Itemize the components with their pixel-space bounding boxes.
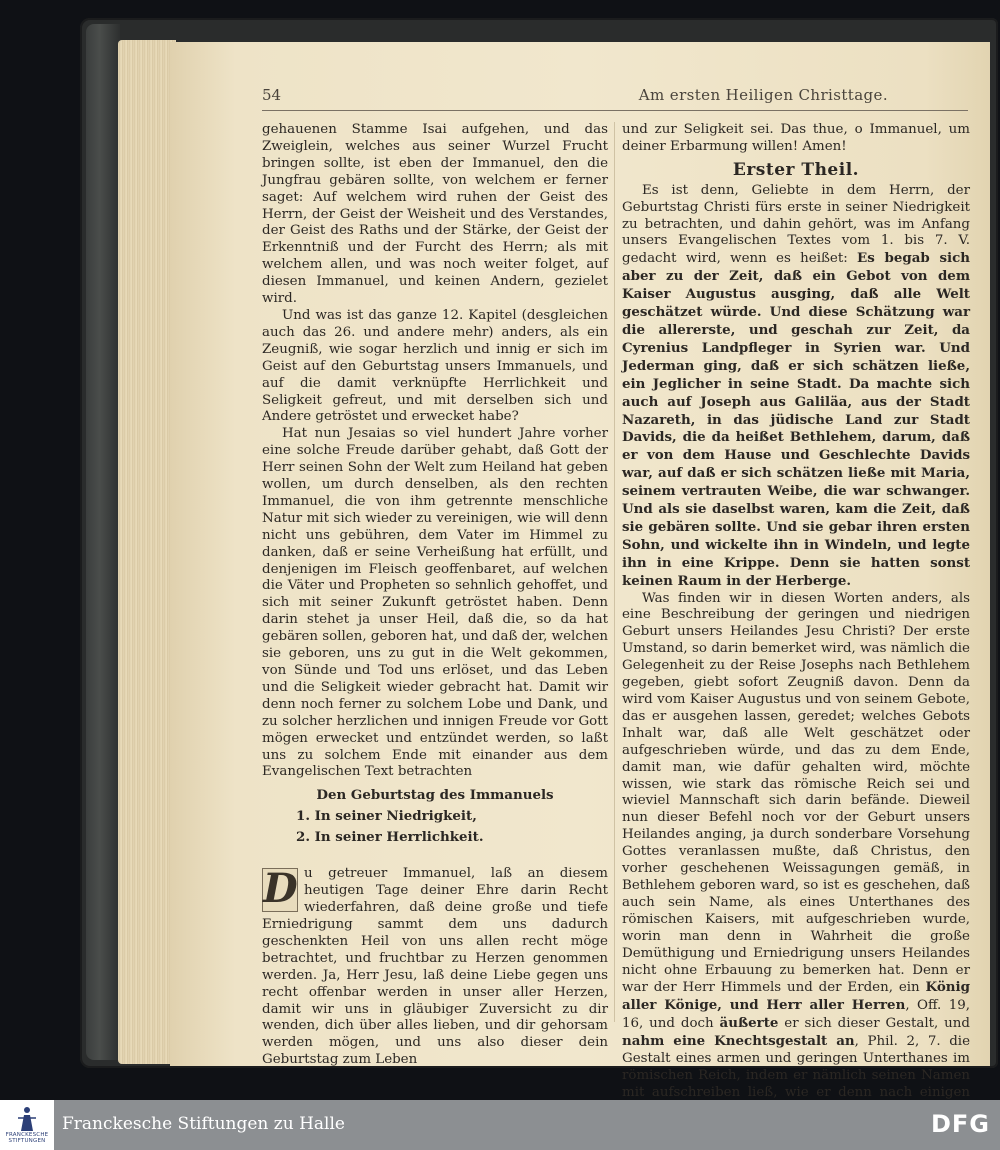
point-item: 1. In seiner Niedrigkeit, (296, 808, 477, 825)
institution-logo[interactable] (0, 1100, 54, 1150)
footer-bar (0, 1100, 1000, 1150)
right-column (622, 122, 970, 1119)
column-divider (614, 122, 615, 1022)
page-number: 54 (262, 86, 282, 104)
logo-caption (0, 1132, 54, 1144)
point-item: 2. In seiner Herrlichkeit. (296, 829, 484, 846)
sermon-theme (262, 787, 608, 804)
text-run: er sich dieser Gestalt, und (778, 1016, 970, 1032)
paragraph: Hat nun Jesaias so viel hundert Jahre vorher eine solche Freude darüber gehabt, daß Gott der Herr seinen Sohn der Welt zum Heiland hat geben wollen, um durch denselben, als den rechten Immanuel, die von ihm getrennte menschliche Natur mit sich wieder zu vereinigen, wie will denn nicht uns gebühren, dem Vater im Himmel zu danken, daß er seine Verheißung hat erfüllt, und denjenigen im Fleisch geoffenbaret, auf welchen die Väter und Propheten so sehnlich gehoffet, und sich mit seiner Zukunft getröstet haben. Denn darin stehet ja unser Heil, daß die, so da hat gebären sollen, geboren hat, und daß der, welchen sie geboren, uns zu gut in die Welt gekommen, von Sünde und Tod uns erlöset, und das Leben und die Seligkeit wieder gebracht hat. Damit wir denn noch ferner zu solchem Lobe und Dank, und zu solcher herzlichen und innigen Freude vor Gott mögen erwecket und entzündet werden, so laßt uns zu solchem Ende mit einander aus dem Evangelischen Text betrachten (262, 426, 608, 780)
logo-line: STIFTUNGEN (8, 1138, 46, 1144)
left-column (262, 122, 608, 1069)
section-heading: Erster Theil. (732, 159, 860, 180)
text-run: , Phil. 2, 7. die Gestalt eines armen und geringen Unterthanes im römischen Reich, indem er nämlich seinen Namen mit aufschreiben ließ, wie er denn nach einigen (622, 1034, 970, 1100)
text-run: , Off. 19, 16, und doch (622, 998, 970, 1032)
scripture-quote: Es begab sich aber zu der Zeit, daß ein Gebot von dem Kaiser Augustus ausging, daß alle Welt geschätzet würde. Und diese Schätzung war die allererste, und geschah zur Zeit, da Cyrenius Landpfleger in Syrien war. Und Jederman ging, daß er sich schätzen ließe, ein Jeglicher in seine Stadt. Da machte sich auch auf Joseph aus Galiläa, aus der Stadt Nazareth, in das jüdische Land zur Stadt Davids, die da heißet Bethlehem, darum, daß er von dem Hause und Geschlechte Davids war, auf daß er sich schätzen ließe mit Maria, seinem vertrauten Weibe, die war schwanger. Und als sie daselbst waren, kam die Zeit, daß sie gebären sollte. Und sie gebar ihren ersten Sohn, und wickelte ihn in Windeln, und legte ihn in eine Krippe. Denn sie hatten sonst keinen Raum in der Herberge. (622, 250, 970, 589)
paragraph: Und was ist das ganze 12. Kapitel (desgleichen auch das 26. und andere mehr) anders, als ein Zeugniß, wie sogar herzlich und innig er sich im Geist auf den Geburtstag unsers Immanuels, und auf die damit verknüpfte Herrlichkeit und Seligkeit gefreut, und mit derselben sich und Andere getröstet und erwecket habe? (262, 307, 608, 425)
institution-name[interactable]: Franckesche Stiftungen zu Halle (62, 1114, 345, 1134)
book-page (170, 42, 990, 1100)
emphasis: äußerte (719, 1015, 779, 1032)
page-stack-edge (118, 40, 176, 1064)
page-header (262, 86, 968, 111)
emphasis: König aller Könige, und Herr aller Herren (622, 979, 970, 1014)
emphasis: nahm eine Knechtsgestalt an (622, 1033, 855, 1050)
book-spine-edge (86, 24, 120, 1060)
sermon-points (296, 806, 608, 848)
prayer-text: u getreuer Immanuel, laß an diesem heutigen Tage deiner Ehre darin Recht wiederfahren, daß deine große und tiefe Erniedrigung sammt dem uns dadurch geschenkten Heil von uns allen recht möge betrachtet, und fruchtbar zu Herzen genommen werden. Ja, Herr Jesu, laß deine Liebe gegen uns recht offenbar werden in unser aller Herzen, damit wir uns in gläubiger Zuversicht zu dir wenden, dich über alles lieben, und dir gehorsam werden mögen, und uns also dieser dein Geburtstag zum Leben (262, 866, 608, 1068)
franckesche-logo-icon (0, 1104, 54, 1132)
text-run: Es ist denn, Geliebte in dem Herrn, der Geburtstag Christi fürs erste in seiner Niedrigkeit zu betrachten, und dahin gehört, was im Anfang unsers Evangelischen Textes vom 1. bis 7. V. gedacht wird, wenn es heißet: (622, 182, 970, 267)
logo-line: FRANCKESCHE (5, 1132, 49, 1138)
drop-cap: D (263, 865, 298, 913)
paragraph: und zur Seligkeit sei. Das thue, o Immanuel, um deiner Erbarmung willen! Amen! (622, 122, 970, 154)
running-title: Am ersten Heiligen Christtage. (638, 86, 888, 104)
paragraph (622, 183, 970, 591)
text-run: Was finden wir in diesen Worten anders, als eine Beschreibung der geringen und niedrigen Geburt unsers Heilandes Jesu Christi? Der erste Umstand, so darin bemerket wird, was nämlich die Gelegenheit zu der Reise Josephs nach Bethlehem gegeben, giebt sofort Zeugniß davon. Denn da wird vom Kaiser Augustus und von seinem Gebote, das er ausgehen lassen, geredet; welches Gebots Inhalt war, daß alle Welt geschätzet oder aufgeschrieben würde, und das zu dem Ende, damit man, wie dafür gehalten wird, möchte wissen, wie stark das römische Reich sei und wieviel Mannschaft sich darin befände. Dieweil nun dieser Befehl noch vor der Geburt unsers Heilandes anging, ja durch sonderbare Vorsehung Gottes veranlassen mußte, daß Christus, den vorher geschehenen Weissagungen gemäß, in Bethlehem geboren ward, so ist es geschehen, daß auch sein Name, als eines Unterthanes des römischen Kaisers, mit aufgeschrieben wurde, worin man denn in Wahrheit die große Demüthigung und Erniedrigung unsers Heilandes nicht ohne Erbauung zu bemerken hat. Denn er war der Herr Himmels und der Erden, ein (622, 590, 970, 996)
paragraph (622, 591, 970, 1119)
dfg-logo[interactable]: DFG (930, 1110, 990, 1138)
theme-title: Den Geburtstag des Immanuels (316, 787, 554, 804)
paragraph: gehauenen Stamme Isai aufgehen, und das Zweiglein, welches aus seiner Wurzel Frucht bringen sollte, ist eben der Immanuel, den die Jungfrau gebären sollte, von welchem er ferner saget: Auf welchem wird ruhen der Geist des Herrn, der Geist der Weisheit und des Verstandes, der Geist des Raths und der Stärke, der Geist der Erkenntniß und der Furcht des Herrn; als mit welchem allen, und was noch weiter folget, auf diesen Immanuel, und keinen Andern, gezielet wird. (262, 122, 608, 307)
prayer-paragraph (262, 866, 608, 1069)
